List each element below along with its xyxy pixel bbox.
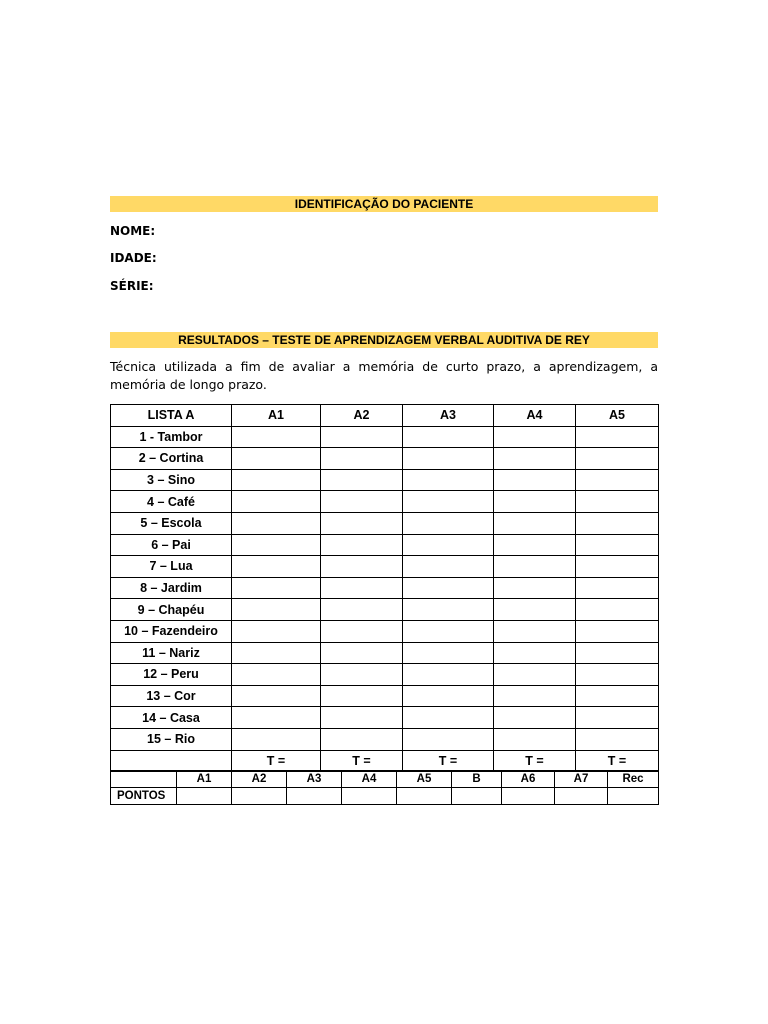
table-row <box>111 512 659 534</box>
response-cell[interactable] <box>494 728 576 750</box>
response-cell[interactable] <box>494 577 576 599</box>
response-cell[interactable] <box>494 685 576 707</box>
points-cell[interactable] <box>342 788 397 805</box>
total-cell[interactable]: T = <box>403 750 494 772</box>
response-cell[interactable] <box>232 728 321 750</box>
response-cell[interactable] <box>494 556 576 578</box>
total-cell[interactable]: T = <box>576 750 659 772</box>
points-cell[interactable] <box>502 788 555 805</box>
response-cell[interactable] <box>576 728 659 750</box>
response-cell[interactable] <box>494 642 576 664</box>
table-row <box>111 707 659 729</box>
response-cell[interactable] <box>321 491 403 513</box>
response-cell[interactable] <box>321 512 403 534</box>
points-cell[interactable] <box>287 788 342 805</box>
word-cell: 4 – Café <box>111 491 232 513</box>
name-label: NOME: <box>110 224 156 238</box>
word-cell: 9 – Chapéu <box>111 599 232 621</box>
response-cell[interactable] <box>576 707 659 729</box>
table-row <box>111 577 659 599</box>
response-cell[interactable] <box>576 599 659 621</box>
word-cell: 2 – Cortina <box>111 448 232 470</box>
table-row <box>111 534 659 556</box>
response-cell[interactable] <box>494 707 576 729</box>
table-row <box>111 448 659 470</box>
response-cell[interactable] <box>232 664 321 686</box>
header-cell: A3 <box>403 405 494 427</box>
header-cell: LISTA A <box>111 405 232 427</box>
response-cell[interactable] <box>494 664 576 686</box>
response-cell[interactable] <box>403 685 494 707</box>
header-cell: A4 <box>494 405 576 427</box>
total-row-blank <box>111 750 232 772</box>
response-cell[interactable] <box>576 556 659 578</box>
technique-description: Técnica utilizada a fim de avaliar a memória de curto prazo, a aprendizagem, a memória de longo prazo. <box>110 359 658 392</box>
score-header-cell: A1 <box>177 771 232 788</box>
word-cell: 14 – Casa <box>111 707 232 729</box>
response-cell[interactable] <box>232 534 321 556</box>
response-cell[interactable] <box>321 642 403 664</box>
response-cell[interactable] <box>232 426 321 448</box>
response-cell[interactable] <box>232 707 321 729</box>
word-cell: 7 – Lua <box>111 556 232 578</box>
word-cell: 1 - Tambor <box>111 426 232 448</box>
response-cell[interactable] <box>403 599 494 621</box>
response-cell[interactable] <box>494 448 576 470</box>
age-label: IDADE: <box>110 251 157 265</box>
response-cell[interactable] <box>576 534 659 556</box>
response-cell[interactable] <box>403 534 494 556</box>
response-cell[interactable] <box>321 707 403 729</box>
score-header-cell: A3 <box>287 771 342 788</box>
score-table <box>110 770 659 805</box>
response-cell[interactable] <box>232 620 321 642</box>
response-cell[interactable] <box>232 448 321 470</box>
word-cell: 6 – Pai <box>111 534 232 556</box>
total-cell[interactable]: T = <box>321 750 403 772</box>
response-cell[interactable] <box>232 556 321 578</box>
response-cell[interactable] <box>494 426 576 448</box>
response-cell[interactable] <box>576 448 659 470</box>
response-cell[interactable] <box>403 728 494 750</box>
points-cell[interactable] <box>608 788 659 805</box>
response-cell[interactable] <box>576 577 659 599</box>
response-cell[interactable] <box>321 664 403 686</box>
results-title: RESULTADOS – TESTE DE APRENDIZAGEM VERBAL AUDITIVA DE REY <box>110 332 658 348</box>
response-cell[interactable] <box>321 534 403 556</box>
response-cell[interactable] <box>403 707 494 729</box>
response-cell[interactable] <box>232 512 321 534</box>
header-cell: A2 <box>321 405 403 427</box>
response-cell[interactable] <box>403 664 494 686</box>
response-cell[interactable] <box>403 577 494 599</box>
header-cell: A1 <box>232 405 321 427</box>
table-row <box>111 556 659 578</box>
response-cell[interactable] <box>576 491 659 513</box>
table-row <box>111 728 659 750</box>
header-cell: A5 <box>576 405 659 427</box>
word-list-table <box>110 404 659 772</box>
response-cell[interactable] <box>232 599 321 621</box>
response-cell[interactable] <box>494 512 576 534</box>
word-cell: 3 – Sino <box>111 469 232 491</box>
response-cell[interactable] <box>576 642 659 664</box>
total-row <box>111 750 659 772</box>
table-row <box>111 664 659 686</box>
table-row <box>111 599 659 621</box>
response-cell[interactable] <box>232 469 321 491</box>
score-header-cell: A7 <box>555 771 608 788</box>
points-cell[interactable] <box>452 788 502 805</box>
response-cell[interactable] <box>321 599 403 621</box>
response-cell[interactable] <box>576 620 659 642</box>
response-cell[interactable] <box>403 620 494 642</box>
response-cell[interactable] <box>321 577 403 599</box>
response-cell[interactable] <box>321 728 403 750</box>
grade-label: SÉRIE: <box>110 279 154 293</box>
score-header-blank <box>111 771 177 788</box>
points-row <box>111 788 659 805</box>
response-cell[interactable] <box>403 448 494 470</box>
response-cell[interactable] <box>321 556 403 578</box>
table-row <box>111 642 659 664</box>
response-cell[interactable] <box>576 469 659 491</box>
points-cell[interactable] <box>232 788 287 805</box>
response-cell[interactable] <box>232 577 321 599</box>
response-cell[interactable] <box>576 685 659 707</box>
word-cell: 10 – Fazendeiro <box>111 620 232 642</box>
score-header-cell: A2 <box>232 771 287 788</box>
response-cell[interactable] <box>403 491 494 513</box>
response-cell[interactable] <box>403 512 494 534</box>
score-header-cell: A4 <box>342 771 397 788</box>
score-header-cell: Rec <box>608 771 659 788</box>
score-header-cell: A6 <box>502 771 555 788</box>
response-cell[interactable] <box>576 426 659 448</box>
points-label: PONTOS <box>111 788 177 805</box>
table-row <box>111 620 659 642</box>
response-cell[interactable] <box>403 469 494 491</box>
response-cell[interactable] <box>494 534 576 556</box>
response-cell[interactable] <box>403 642 494 664</box>
total-cell[interactable]: T = <box>232 750 321 772</box>
response-cell[interactable] <box>321 685 403 707</box>
response-cell[interactable] <box>321 620 403 642</box>
table-row <box>111 426 659 448</box>
total-cell[interactable]: T = <box>494 750 576 772</box>
response-cell[interactable] <box>232 685 321 707</box>
identification-title: IDENTIFICAÇÃO DO PACIENTE <box>110 196 658 212</box>
table-row <box>111 469 659 491</box>
response-cell[interactable] <box>321 448 403 470</box>
response-cell[interactable] <box>576 512 659 534</box>
response-cell[interactable] <box>321 469 403 491</box>
word-cell: 8 – Jardim <box>111 577 232 599</box>
score-header-cell: A5 <box>397 771 452 788</box>
table-row <box>111 685 659 707</box>
response-cell[interactable] <box>494 620 576 642</box>
word-cell: 15 – Rio <box>111 728 232 750</box>
response-cell[interactable] <box>321 426 403 448</box>
word-cell: 13 – Cor <box>111 685 232 707</box>
word-cell: 5 – Escola <box>111 512 232 534</box>
response-cell[interactable] <box>232 491 321 513</box>
response-cell[interactable] <box>494 469 576 491</box>
response-cell[interactable] <box>494 491 576 513</box>
table-row <box>111 491 659 513</box>
response-cell[interactable] <box>576 664 659 686</box>
word-cell: 11 – Nariz <box>111 642 232 664</box>
response-cell[interactable] <box>403 556 494 578</box>
points-cell[interactable] <box>555 788 608 805</box>
response-cell[interactable] <box>494 599 576 621</box>
word-cell: 12 – Peru <box>111 664 232 686</box>
points-cell[interactable] <box>177 788 232 805</box>
score-header-cell: B <box>452 771 502 788</box>
response-cell[interactable] <box>403 426 494 448</box>
points-cell[interactable] <box>397 788 452 805</box>
response-cell[interactable] <box>232 642 321 664</box>
